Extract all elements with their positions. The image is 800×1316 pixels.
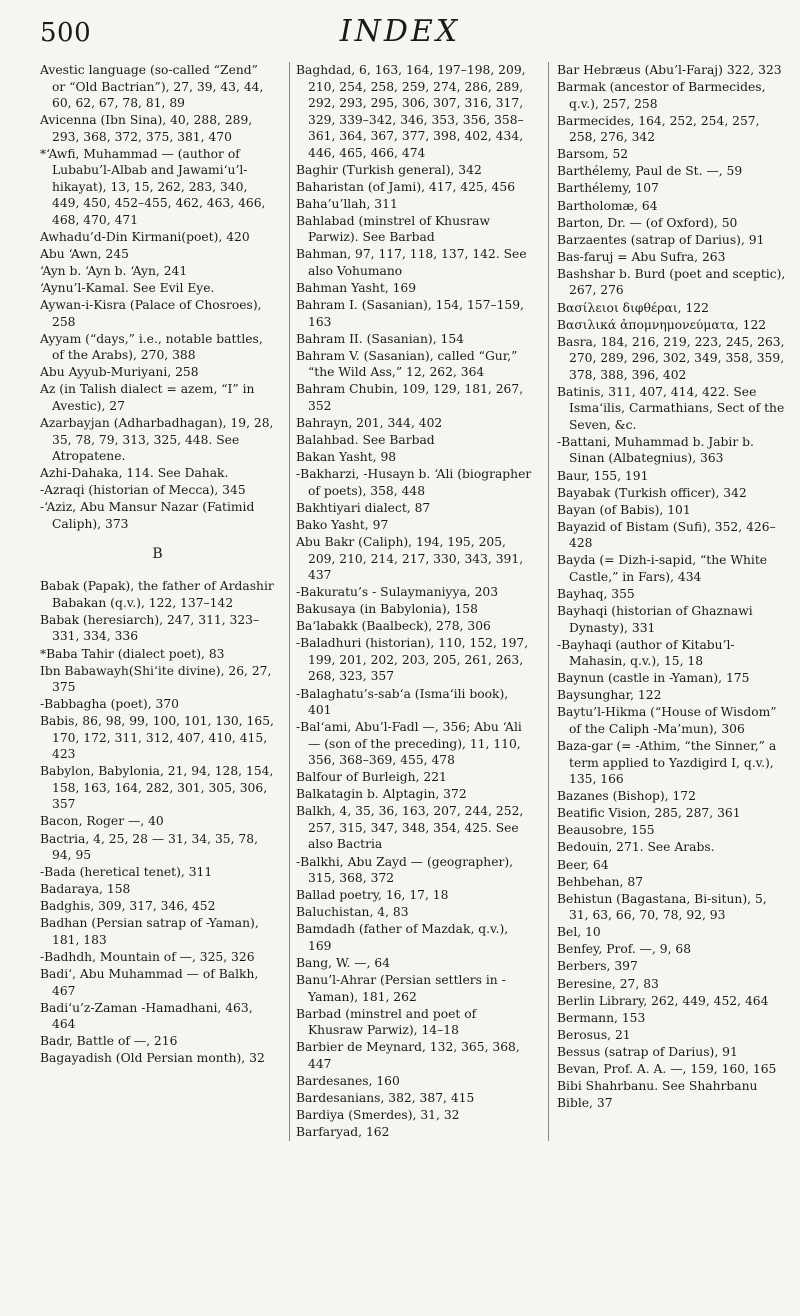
index-entry: Benfey, Prof. —, 9, 68 <box>557 942 692 957</box>
index-entry: Bamdadh (father of Mazdak, q.v.), 169 <box>296 922 509 953</box>
index-entry: Abu Bakr (Caliph), 194, 195, 205, 209, 210, 214, 217, 330, 343, 391, 437 <box>296 535 524 583</box>
index-entry: Βασιλικά ἀπομνημονεύματα, 122 <box>557 317 767 332</box>
index-entry: Bakusaya (in Babylonia), 158 <box>296 602 478 617</box>
index-entry: Βασίλειοι διφθέραι, 122 <box>557 300 709 315</box>
index-entry: Ayyam (“days,” i.e., notable battles, of the Arabs), 270, 388 <box>40 331 263 363</box>
index-entry: Bahram Chubin, 109, 129, 181, 267, 352 <box>296 382 524 413</box>
index-entry: Barzaentes (satrap of Darius), 91 <box>557 232 765 247</box>
index-entry: Barthélemy, Paul de St. —, 59 <box>557 164 743 179</box>
index-entry: Ballad poetry, 16, 17, 18 <box>296 888 449 903</box>
index-entry: Bibi Shahrbanu. See Shahrbanu <box>557 1079 758 1094</box>
index-entry: Bel, 10 <box>557 925 601 940</box>
index-entry: Az (in Talish dialect = azem, “I” in Avestic), 27 <box>40 382 255 413</box>
index-entry: Baghir (Turkish general), 342 <box>296 162 482 177</box>
index-entry: Bahman, 97, 117, 118, 137, 142. See also Vohumano <box>296 247 527 278</box>
index-entry: Bakhtiyari dialect, 87 <box>296 500 431 515</box>
index-entry: -Bayhaqi (author of Kitabu’l-Mahasin, q.v.), 15, 18 <box>557 637 735 669</box>
index-entry: Avicenna (Ibn Sina), 40, 288, 289, 293, 368, 372, 375, 381, 470 <box>40 113 253 144</box>
index-entry: -Badhdh, Mountain of —, 325, 326 <box>40 950 255 965</box>
index-entry: Barmecides, 164, 252, 254, 257, 258, 276, 342 <box>557 113 760 145</box>
index-column-2 <box>289 62 534 1141</box>
index-entry: Bessus (satrap of Darius), 91 <box>557 1044 738 1059</box>
index-entry: Baghdad, 6, 163, 164, 197–198, 209, 210, 254, 258, 259, 274, 286, 289, 292, 293, 295, 306, 307, 316, 317, 329, 339–342, 346, 353, 356, 358–361, 364, 367, 377, 398, 402, 434, 446, 465, 466, 474 <box>296 63 526 160</box>
index-entry: Bako Yasht, 97 <box>296 518 389 532</box>
index-entry: Balahbad. See Barbad <box>296 433 435 448</box>
index-entry: Bedouin, 271. See Arabs. <box>557 840 715 855</box>
index-entry: *Baba Tahir (dialect poet), 83 <box>40 646 225 661</box>
index-entry: Barmak (ancestor of Barmecides, q.v.), 257, 258 <box>557 80 766 111</box>
running-title: INDEX <box>339 14 461 49</box>
index-entry: Basra, 184, 216, 219, 223, 245, 263, 270, 289, 296, 302, 349, 358, 359, 378, 388, 396, 402 <box>557 334 785 382</box>
section-letter: B <box>152 546 163 563</box>
index-entry: Ibn Babawayh(Shi‘ite divine), 26, 27, 375 <box>40 663 272 695</box>
index-entry: Avestic language (so-called “Zend” or “Old Bactrian”), 27, 39, 43, 44, 60, 62, 67, 78, 81, 89 <box>40 63 264 110</box>
index-entry: -Battani, Muhammad b. Jabir b. Sinan (Albategnius), 363 <box>557 434 754 466</box>
index-entry: Bakan Yasht, 98 <box>296 450 397 465</box>
index-entry: Bayhaqi (historian of Ghaznawi Dynasty), 331 <box>557 604 753 635</box>
index-entry: *‘Awfi, Muhammad — (author of Lubabu’l-Albab and Jawami‘u’l-hikayat), 13, 15, 262, 283, 340, 449, 450, 452–455, 462, 463, 466, 468, 470, 471 <box>40 146 266 227</box>
index-entry: Bas-faruj = Abu Sufra, 263 <box>557 249 726 264</box>
index-entry: Badi‘, Abu Muhammad — of Balkh, 467 <box>40 967 259 998</box>
index-entry: Abu Ayyub-Muriyani, 258 <box>40 365 199 380</box>
index-entry: Badaraya, 158 <box>40 882 131 897</box>
index-entry: Bagayadish (Old Persian month), 32 <box>40 1051 265 1066</box>
index-entry: Beausobre, 155 <box>557 823 655 838</box>
index-entry: -Balkhi, Abu Zayd — (geographer), 315, 368, 372 <box>296 854 514 886</box>
index-entry: -Azraqi (historian of Mecca), 345 <box>40 483 246 498</box>
index-entry: Baynun (castle in -Yaman), 175 <box>557 671 750 686</box>
index-entry: Berlin Library, 262, 449, 452, 464 <box>557 993 769 1008</box>
page-number: 500 <box>40 18 92 48</box>
index-entry: Ba‘labakk (Baalbeck), 278, 306 <box>296 619 491 634</box>
index-entry: Abu ‘Awn, 245 <box>40 246 129 261</box>
index-entry: Bayda (= Dizh-i-sapid, “the White Castle,” in Fars), 434 <box>557 553 768 584</box>
index-entry: Baysunghar, 122 <box>557 688 662 703</box>
index-entry: Badghis, 309, 317, 346, 452 <box>40 899 216 914</box>
index-entry: Bacon, Roger —, 40 <box>40 814 164 829</box>
index-entry: Bayabak (Turkish officer), 342 <box>557 485 747 500</box>
index-entry: Bardiya (Smerdes), 31, 32 <box>296 1107 460 1122</box>
index-entry: Azarbayjan (Adharbadhagan), 19, 28, 35, 78, 79, 313, 325, 448. See Atropatene. <box>40 416 274 464</box>
index-entry: Beatific Vision, 285, 287, 361 <box>557 806 741 821</box>
index-column-3 <box>548 62 789 1141</box>
index-entry: Barsom, 52 <box>557 147 629 162</box>
index-entry: -Babbagha (poet), 370 <box>40 697 180 712</box>
index-entry: Bayhaq, 355 <box>557 586 635 601</box>
index-entry: -‘Aziz, Abu Mansur Nazar (Fatimid Caliph), 373 <box>40 500 255 531</box>
index-entry: Badr, Battle of —, 216 <box>40 1034 178 1049</box>
index-entry: Bardesanians, 382, 387, 415 <box>296 1090 475 1105</box>
index-entry: Barfaryad, 162 <box>296 1125 390 1140</box>
index-entry: Berosus, 21 <box>557 1027 631 1042</box>
index-columns <box>40 62 786 1141</box>
index-entry: Bahram II. (Sasanian), 154 <box>296 331 464 346</box>
index-entry: Babis, 86, 98, 99, 100, 101, 130, 165, 170, 172, 311, 312, 407, 410, 415, 423 <box>40 714 274 762</box>
index-entry: Barbad (minstrel and poet of Khusraw Parwiz), 14–18 <box>296 1006 477 1038</box>
index-entry: Baha’u’llah, 311 <box>296 196 398 211</box>
index-entry: Baharistan (of Jami), 417, 425, 456 <box>296 179 516 194</box>
index-entry: Banu’l-Ahrar (Persian settlers in -Yaman), 181, 262 <box>296 973 506 1004</box>
index-entry: Awhadu’d-Din Kirmani(poet), 420 <box>40 229 250 244</box>
index-entry: Azhi-Dahaka, 114. See Dahak. <box>40 466 229 481</box>
index-entry: Barthélemy, 107 <box>557 181 659 196</box>
index-entry: Behistun (Bagastana, Bi-situn), 5, 31, 63, 66, 70, 78, 92, 93 <box>557 891 767 923</box>
index-entry: Bartholomæ, 64 <box>557 198 658 213</box>
index-entry: Barbier de Meynard, 132, 365, 368, 447 <box>296 1040 520 1071</box>
index-entry: Bahram V. (Sasanian), called “Gur,” “the Wild Ass,” 12, 262, 364 <box>296 348 518 380</box>
index-entry: Bahram I. (Sasanian), 154, 157–159, 163 <box>296 298 524 329</box>
index-entry: Bazanes (Bishop), 172 <box>557 789 696 804</box>
index-entry: Bactria, 4, 25, 28 — 31, 34, 35, 78, 94, 95 <box>40 831 258 863</box>
index-entry: Behbehan, 87 <box>557 874 644 889</box>
index-entry: Balfour of Burleigh, 221 <box>296 770 447 785</box>
index-entry: Bevan, Prof. A. A. —, 159, 160, 165 <box>557 1062 777 1077</box>
index-entry: -Bakharzi, -Husayn b. ‘Ali (biographer of poets), 358, 448 <box>296 467 532 498</box>
index-column-1 <box>40 62 275 1141</box>
index-entry: Bahlabad (minstrel of Khusraw Parwiz). See Barbad <box>296 213 491 245</box>
index-entry: -Bakuratu’s - Sulaymaniyya, 203 <box>296 585 499 600</box>
index-entry: Aywan-i-Kisra (Palace of Chosroes), 258 <box>40 298 262 329</box>
index-entry: Balkatagin b. Alptagin, 372 <box>296 787 467 802</box>
index-entry: Bible, 37 <box>557 1096 613 1111</box>
index-entry: Bahrayn, 201, 344, 402 <box>296 416 443 431</box>
index-entry: Beresine, 27, 83 <box>557 976 659 991</box>
index-entry: Bardesanes, 160 <box>296 1073 400 1088</box>
index-entry: Baza-gar (= -Athim, “the Sinner,” a term applied to Yazdigird I, q.v.), 135, 166 <box>557 739 777 787</box>
index-entry: Bayan (of Babis), 101 <box>557 502 691 517</box>
index-entry: Beer, 64 <box>557 857 609 872</box>
index-entry: Bermann, 153 <box>557 1010 646 1025</box>
index-entry: ‘Ayn b. ‘Ayn b. ‘Ayn, 241 <box>40 263 188 278</box>
index-entry: Barton, Dr. — (of Oxford), 50 <box>557 215 738 230</box>
index-entry: Babak (heresiarch), 247, 311, 323–331, 334, 336 <box>40 612 260 644</box>
index-entry: Baur, 155, 191 <box>557 468 649 483</box>
index-entry: Bang, W. —, 64 <box>296 955 391 970</box>
index-entry: Baytu’l-Hikma (“House of Wisdom” of the Caliph -Ma’mun), 306 <box>557 705 777 736</box>
index-entry: Baluchistan, 4, 83 <box>296 905 409 920</box>
index-entry: Berbers, 397 <box>557 959 638 974</box>
index-entry: Badi‘u’z-Zaman -Hamadhani, 463, 464 <box>40 1000 253 1032</box>
index-entry: -Baladhuri (historian), 110, 152, 197, 199, 201, 202, 203, 205, 261, 263, 268, 323, 357 <box>296 636 529 684</box>
index-entry: Bahman Yasht, 169 <box>296 281 417 296</box>
index-entry: Balkh, 4, 35, 36, 163, 207, 244, 252, 257, 315, 347, 348, 354, 425. See also Bactria <box>296 804 524 852</box>
index-entry: ‘Aynu’l-Kamal. See Evil Eye. <box>40 281 215 296</box>
index-entry: Bar Hebræus (Abu’l-Faraj) 322, 323 <box>557 63 782 77</box>
index-entry: Batinis, 311, 407, 414, 422. See Isma‘ilis, Carmathians, Sect of the Seven, &c. <box>557 384 785 432</box>
index-entry: Bashshar b. Burd (poet and sceptic), 267, 276 <box>557 266 786 298</box>
index-entry: Babylon, Babylonia, 21, 94, 128, 154, 158, 163, 164, 282, 301, 305, 306, 357 <box>40 764 274 812</box>
index-entry: Badhan (Persian satrap of -Yaman), 181, 183 <box>40 916 259 947</box>
index-entry: -Bada (heretical tenet), 311 <box>40 865 213 880</box>
index-entry: Babak (Papak), the father of Ardashir Babakan (q.v.), 122, 137–142 <box>40 579 274 610</box>
index-entry: Bayazid of Bistam (Sufi), 352, 426–428 <box>557 519 776 551</box>
index-entry: -Bal‘ami, Abu’l-Fadl —, 356; Abu ‘Ali — (son of the preceding), 11, 110, 356, 368–369, 455, 478 <box>296 720 522 768</box>
index-entry: -Balaghatu’s-sab‘a (Isma‘ili book), 401 <box>296 686 509 718</box>
